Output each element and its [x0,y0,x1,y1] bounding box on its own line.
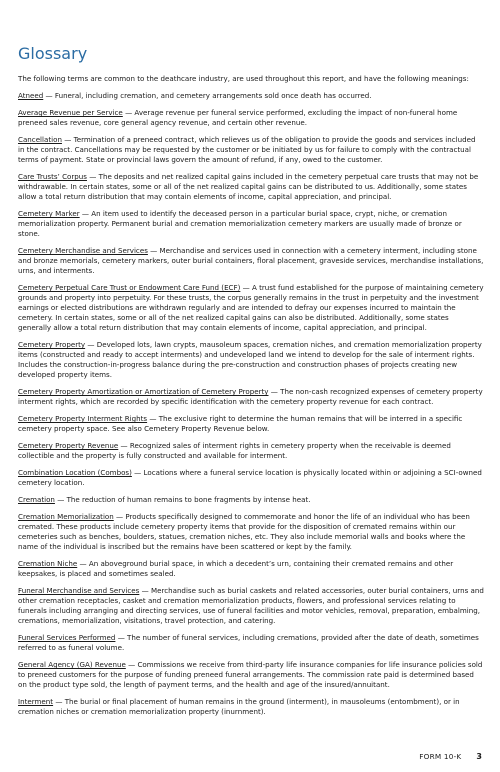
glossary-entry-cremation-memorialization [18,512,484,552]
glossary-term: Cemetery Property Amortization or Amortization of Cemetery Property [18,387,269,396]
glossary-entry-atneed [18,91,484,101]
glossary-term: Cemetery Property [18,340,86,349]
glossary-term: Care Trusts’ Corpus [18,172,87,181]
em-dash-separator: — [89,172,97,181]
glossary-entry-cemetery-property-revenue [18,441,484,461]
glossary-definition: Locations where a funeral service location is physically located within or adjoining a SCI-owned cemetery location. [18,468,482,487]
em-dash-separator: — [81,209,89,218]
em-dash-separator: — [141,586,149,595]
glossary-definition: The exclusive right to determine the human remains that will be interred in a specific cemetery property space. See also Cemetery Property Revenue below. [18,414,463,433]
page-title: Glossary [18,44,88,63]
em-dash-separator: — [149,414,157,423]
glossary-term: Funeral Merchandise and Services [18,586,140,595]
glossary-term: Funeral Services Performed [18,633,116,642]
form-label: FORM 10-K [419,752,462,761]
glossary-entry-cremation-niche [18,559,484,579]
em-dash-separator: — [79,559,87,568]
glossary-entry-cemetery-property-amortization [18,387,484,407]
glossary-entry-cemetery-property [18,340,484,380]
glossary-entry-care-trusts-corpus [18,172,484,202]
glossary-definition: Merchandise and services used in connection with a cemetery interment, including stone and bronze memorials, cemetery markers, outer burial containers, floral placement, graveside services, merchandise installations, urns, and interments. [18,246,484,275]
glossary-definition: The number of funeral services, including cremations, provided after the date of death, sometimes referred to as funeral volume. [18,633,479,652]
glossary-entry-average-revenue-per-service [18,108,484,128]
glossary-term: Cancellation [18,135,62,144]
glossary-term: Cremation Memorialization [18,512,114,521]
glossary-definition: Termination of a preneed contract, which relieves us of the obligation to provide the goods and services included in the contract. Cancellations may be requested by the customer or be initiated by us for failure to comply with the contractual terms of payment. State or provincial laws govern the amount of refund, if any, owed to the customer. [18,135,476,164]
glossary-entry-cemetery-marker [18,209,484,239]
glossary-definition: The non-cash recognized expenses of cemetery property interment rights, which are recorded by specific identification with the cemetery property revenue for each contract. [18,387,483,406]
em-dash-separator: — [117,633,125,642]
glossary-term: Cremation [18,495,55,504]
em-dash-separator: — [150,246,158,255]
em-dash-separator: — [125,108,133,117]
glossary-definition: An aboveground burial space, in which a decedent’s urn, containing their cremated remains and other keepsakes, is placed and sometimes sealed. [18,559,454,578]
glossary-term: Cemetery Property Interment Rights [18,414,148,423]
glossary-entry-cemetery-merchandise-and-services [18,246,484,276]
glossary-definition: Commissions we receive from third-party life insurance companies for life insurance policies sold to preneed customers for the purpose of funding preneed funeral arrangements. The commission rate paid is determined based on the product type sold, the length of payment terms, and the health and age of the insured/annuitant. [18,660,483,689]
em-dash-separator: — [116,512,124,521]
glossary-term: General Agency (GA) Revenue [18,660,126,669]
glossary-definition: Developed lots, lawn crypts, mausoleum spaces, cremation niches, and cremation memorialization property items (constructed and ready to accept interments) and undeveloped land we intend to develop for the sale of interment rights. Includes the construction-in-progress balance during the pre-construction and construction phases of projects creating new developed property items. [18,340,482,379]
glossary-term: Cemetery Perpetual Care Trust or Endowment Care Fund (ECF) [18,283,241,292]
glossary-entry-funeral-merchandise-and-services [18,586,484,626]
glossary-definition: Merchandise such as burial caskets and related accessories, outer burial containers, urns and other cremation receptacles, casket and cremation memorialization products, flowers, and professional services relating to funerals including arranging and directing services, use of funeral facilities and motor vehicles, removal, preparation, embalming, cremations, memorialization, visitations, travel protection, and catering. [18,586,484,625]
glossary-entry-combination-location [18,468,484,488]
glossary-entry-funeral-services-performed [18,633,484,653]
glossary-term: Cemetery Marker [18,209,80,218]
page-number: 3 [476,752,482,761]
glossary-entry-general-agency-revenue [18,660,484,690]
glossary-term: Cemetery Property Revenue [18,441,119,450]
glossary-term: Atneed [18,91,44,100]
em-dash-separator: — [128,660,136,669]
glossary-definition: The burial or final placement of human remains in the ground (interment), in mausoleums (entombment), or in cremation niches or cremation memorialization property (inurnment). [18,697,460,716]
em-dash-separator: — [55,697,63,706]
em-dash-separator: — [134,468,142,477]
glossary-definition: Products specifically designed to commemorate and honor the life of an individual who has been cremated. These products include cemetery property items that provide for the disposition of cremated remains within our cemeteries such as benches, boulders, statues, cremation niches, etc. They also include memorial walls and books where the name of the individual is inscribed but the remains have been scattered or kept by the family. [18,512,470,551]
glossary-definition: A trust fund established for the purpose of maintaining cemetery grounds and property into perpetuity. For these trusts, the corpus generally remains in the trust in perpetuity and the investment earnings or elected distributions are withdrawn regularly and are intended to defray our expenses incurred to maintain the cemetery. In certain states, some or all of the net realized capital gains can also be distributed. Additionally, some states generally allow a total return distribution that may contain elements of income, capital appreciation, and principal. [18,283,484,332]
em-dash-separator: — [242,283,250,292]
glossary-entry-cemetery-perpetual-care-trust [18,283,484,333]
em-dash-separator: — [57,495,65,504]
em-dash-separator: — [45,91,53,100]
glossary-intro: The following terms are common to the deathcare industry, are used throughout this report, and have the following meanings: [18,74,469,83]
glossary-definition: Recognized sales of interment rights in cemetery property when the receivable is deemed collectible and the property is fully constructed and available for interment. [18,441,451,460]
glossary-entry-cancellation [18,135,484,165]
em-dash-separator: — [64,135,72,144]
glossary-entry-cemetery-property-interment-rights [18,414,484,434]
glossary-entry-interment [18,697,484,717]
glossary-term: Cemetery Merchandise and Services [18,246,148,255]
glossary-definition: The reduction of human remains to bone fragments by intense heat. [66,495,311,504]
glossary-section [18,74,484,724]
glossary-term: Average Revenue per Service [18,108,123,117]
page-footer [419,752,482,761]
em-dash-separator: — [270,387,278,396]
glossary-definition: Funeral, including cremation, and cemetery arrangements sold once death has occurred. [54,91,372,100]
glossary-definition: Average revenue per funeral service performed, excluding the impact of non-funeral home preneed sales revenue, core general agency revenue, and certain other revenue. [18,108,458,127]
glossary-term: Cremation Niche [18,559,78,568]
glossary-definition: An item used to identify the deceased person in a particular burial space, crypt, niche, or cremation memorialization property. Permanent burial and cremation memorialization cemetery markers are usually made of bronze or stone. [18,209,462,238]
glossary-term: Combination Location (Combos) [18,468,132,477]
em-dash-separator: — [87,340,95,349]
glossary-definition: The deposits and net realized capital gains included in the cemetery perpetual care trusts that may not be withdrawable. In certain states, some or all of the net realized capital gains can be distributed to us. Additionally, some states allow a total return distribution that may contain elements of income, capital appreciation, and principal. [18,172,479,201]
glossary-entry-cremation [18,495,484,505]
em-dash-separator: — [120,441,128,450]
glossary-term: Interment [18,697,54,706]
